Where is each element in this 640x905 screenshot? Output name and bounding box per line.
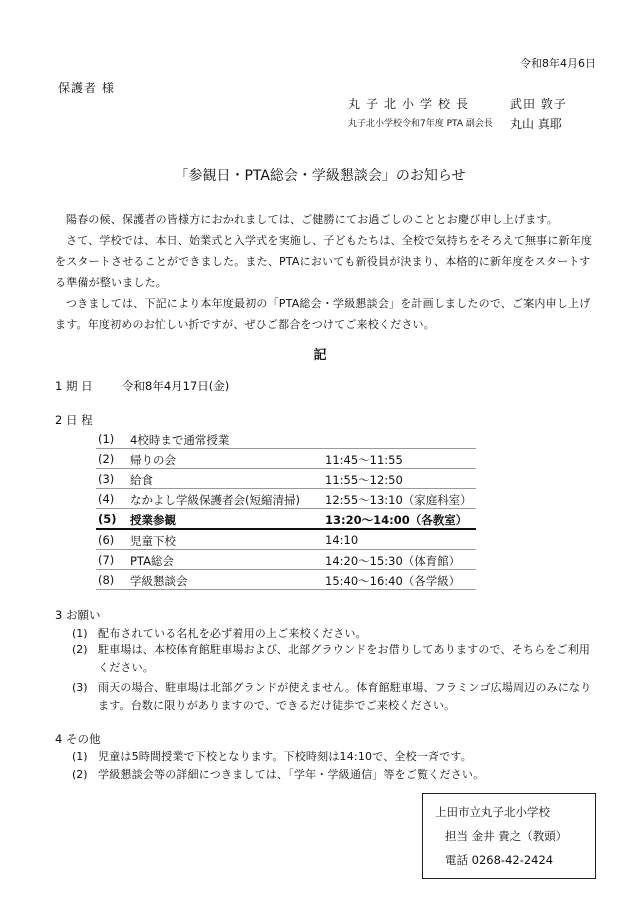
schedule-row-num: (4)	[98, 492, 115, 506]
sender-principal-name: 武田 敦子	[510, 97, 567, 111]
other-num: (1)	[72, 750, 88, 763]
schedule-row-num: (8)	[98, 573, 115, 587]
other-text: 児童は5時間授業で下校となります。下校時刻は14:10で、全校一斉です。	[98, 750, 472, 763]
schedule-row-item-highlight: 授業参観	[130, 513, 176, 527]
request-num: (3)	[72, 681, 88, 694]
section-date-label: 1 期 日	[55, 379, 93, 393]
schedule-row-time-highlight: 13:20～14:00（各教室）	[325, 513, 468, 527]
schedule-row-time: 11:45～11:55	[325, 453, 403, 467]
section-requests-label: 3 お願い	[55, 608, 101, 622]
other-num: (2)	[72, 768, 88, 781]
document-date: 令和8年4月6日	[520, 57, 596, 70]
schedule-row-item: 児童下校	[130, 534, 176, 548]
schedule-row-num: (3)	[98, 472, 115, 486]
other-text: 学級懇談会等の詳細につきましては、「学年・学級通信」等をご覧ください。	[98, 768, 485, 781]
schedule-divider	[96, 589, 476, 590]
schedule-divider	[96, 549, 476, 550]
sender-pta-title: 丸子北小学校令和7年度 PTA 副会長	[348, 119, 493, 129]
schedule-divider	[96, 569, 476, 570]
schedule-row-item: 帰りの会	[130, 453, 176, 467]
schedule-row-time: 11:55～12:50	[325, 473, 403, 487]
schedule-row-time: 15:40～16:40（各学級）	[325, 574, 461, 588]
body-paragraph-status: さて、学校では、本日、始業式と入学式を実施し、子どもたちは、全校で気持ちをそろえて無事に新年度をスタートさせることができました。また、PTAにおいても新役員が決まり、本格的に新年度をスタートする準備が整いました。	[55, 234, 593, 289]
request-num: (1)	[72, 627, 88, 640]
schedule-row-item: 4校時まで通常授業	[130, 433, 230, 447]
schedule-row-num-highlight: (5)	[98, 512, 117, 526]
contact-phone: 電話 0268-42-2424	[445, 853, 554, 867]
schedule-row-time: 14:10	[325, 533, 359, 547]
schedule-row-num: (6)	[98, 533, 115, 547]
section-date-value: 令和8年4月17日(金)	[122, 379, 230, 393]
request-text: 雨天の場合、駐車場は北部グランドが使えません。体育館駐車場、フラミンゴ広場周辺のみになります。台数に限りがありますので、できるだけ徒歩でご来校ください。	[98, 681, 592, 712]
schedule-row-item: 学級懇談会	[130, 574, 188, 588]
section-other-label: 4 その他	[55, 732, 101, 746]
schedule-row-time: 12:55～13:10（家庭科室）	[325, 493, 472, 507]
contact-school: 上田市立丸子北小学校	[435, 805, 550, 819]
body-paragraph-greeting: 陽春の候、保護者の皆様方におかれましては、ご健勝にてお過ごしのこととお慶び申し上げます。	[66, 213, 558, 226]
request-text: 配布されている名札を必ず着用の上ご来校ください。	[98, 627, 367, 640]
document-title: 「参観日・PTA総会・学級懇談会」のお知らせ	[174, 168, 466, 184]
request-num: (2)	[72, 643, 88, 656]
schedule-row-item: 給食	[130, 473, 153, 487]
ki-heading: 記	[313, 348, 327, 363]
schedule-divider	[96, 508, 476, 509]
schedule-divider	[96, 468, 476, 469]
schedule-row-time: 14:20～15:30（体育館）	[325, 554, 461, 568]
schedule-divider	[96, 488, 476, 489]
request-text: 駐車場は、本校体育館駐車場および、北部グラウンドをお借りしてありますので、そちらをご利用ください。	[98, 643, 591, 674]
schedule-row-num: (1)	[98, 432, 115, 446]
sender-pta-name: 丸山 真耶	[510, 117, 562, 131]
body-paragraph-invitation: つきましては、下記により本年度最初の「PTA総会・学級懇談会」を計画しましたので、ご案内申し上げます。年度初めのお忙しい折ですが、ぜひご都合をつけてご来校ください。	[55, 297, 591, 331]
contact-box	[422, 793, 596, 879]
contact-person: 担当 金井 貴之（教頭）	[445, 829, 568, 843]
sender-principal-title: 丸子北小学校長	[348, 97, 475, 111]
schedule-row-item: PTA総会	[130, 554, 174, 568]
schedule-divider	[96, 448, 476, 449]
schedule-row-num: (2)	[98, 452, 115, 466]
section-schedule-label: 2 日 程	[55, 413, 93, 427]
recipient: 保護者 様	[58, 81, 115, 95]
schedule-divider-bold	[96, 528, 476, 530]
schedule-row-num: (7)	[98, 553, 115, 567]
schedule-row-item: なかよし学級保護者会(短縮清掃)	[130, 493, 300, 507]
